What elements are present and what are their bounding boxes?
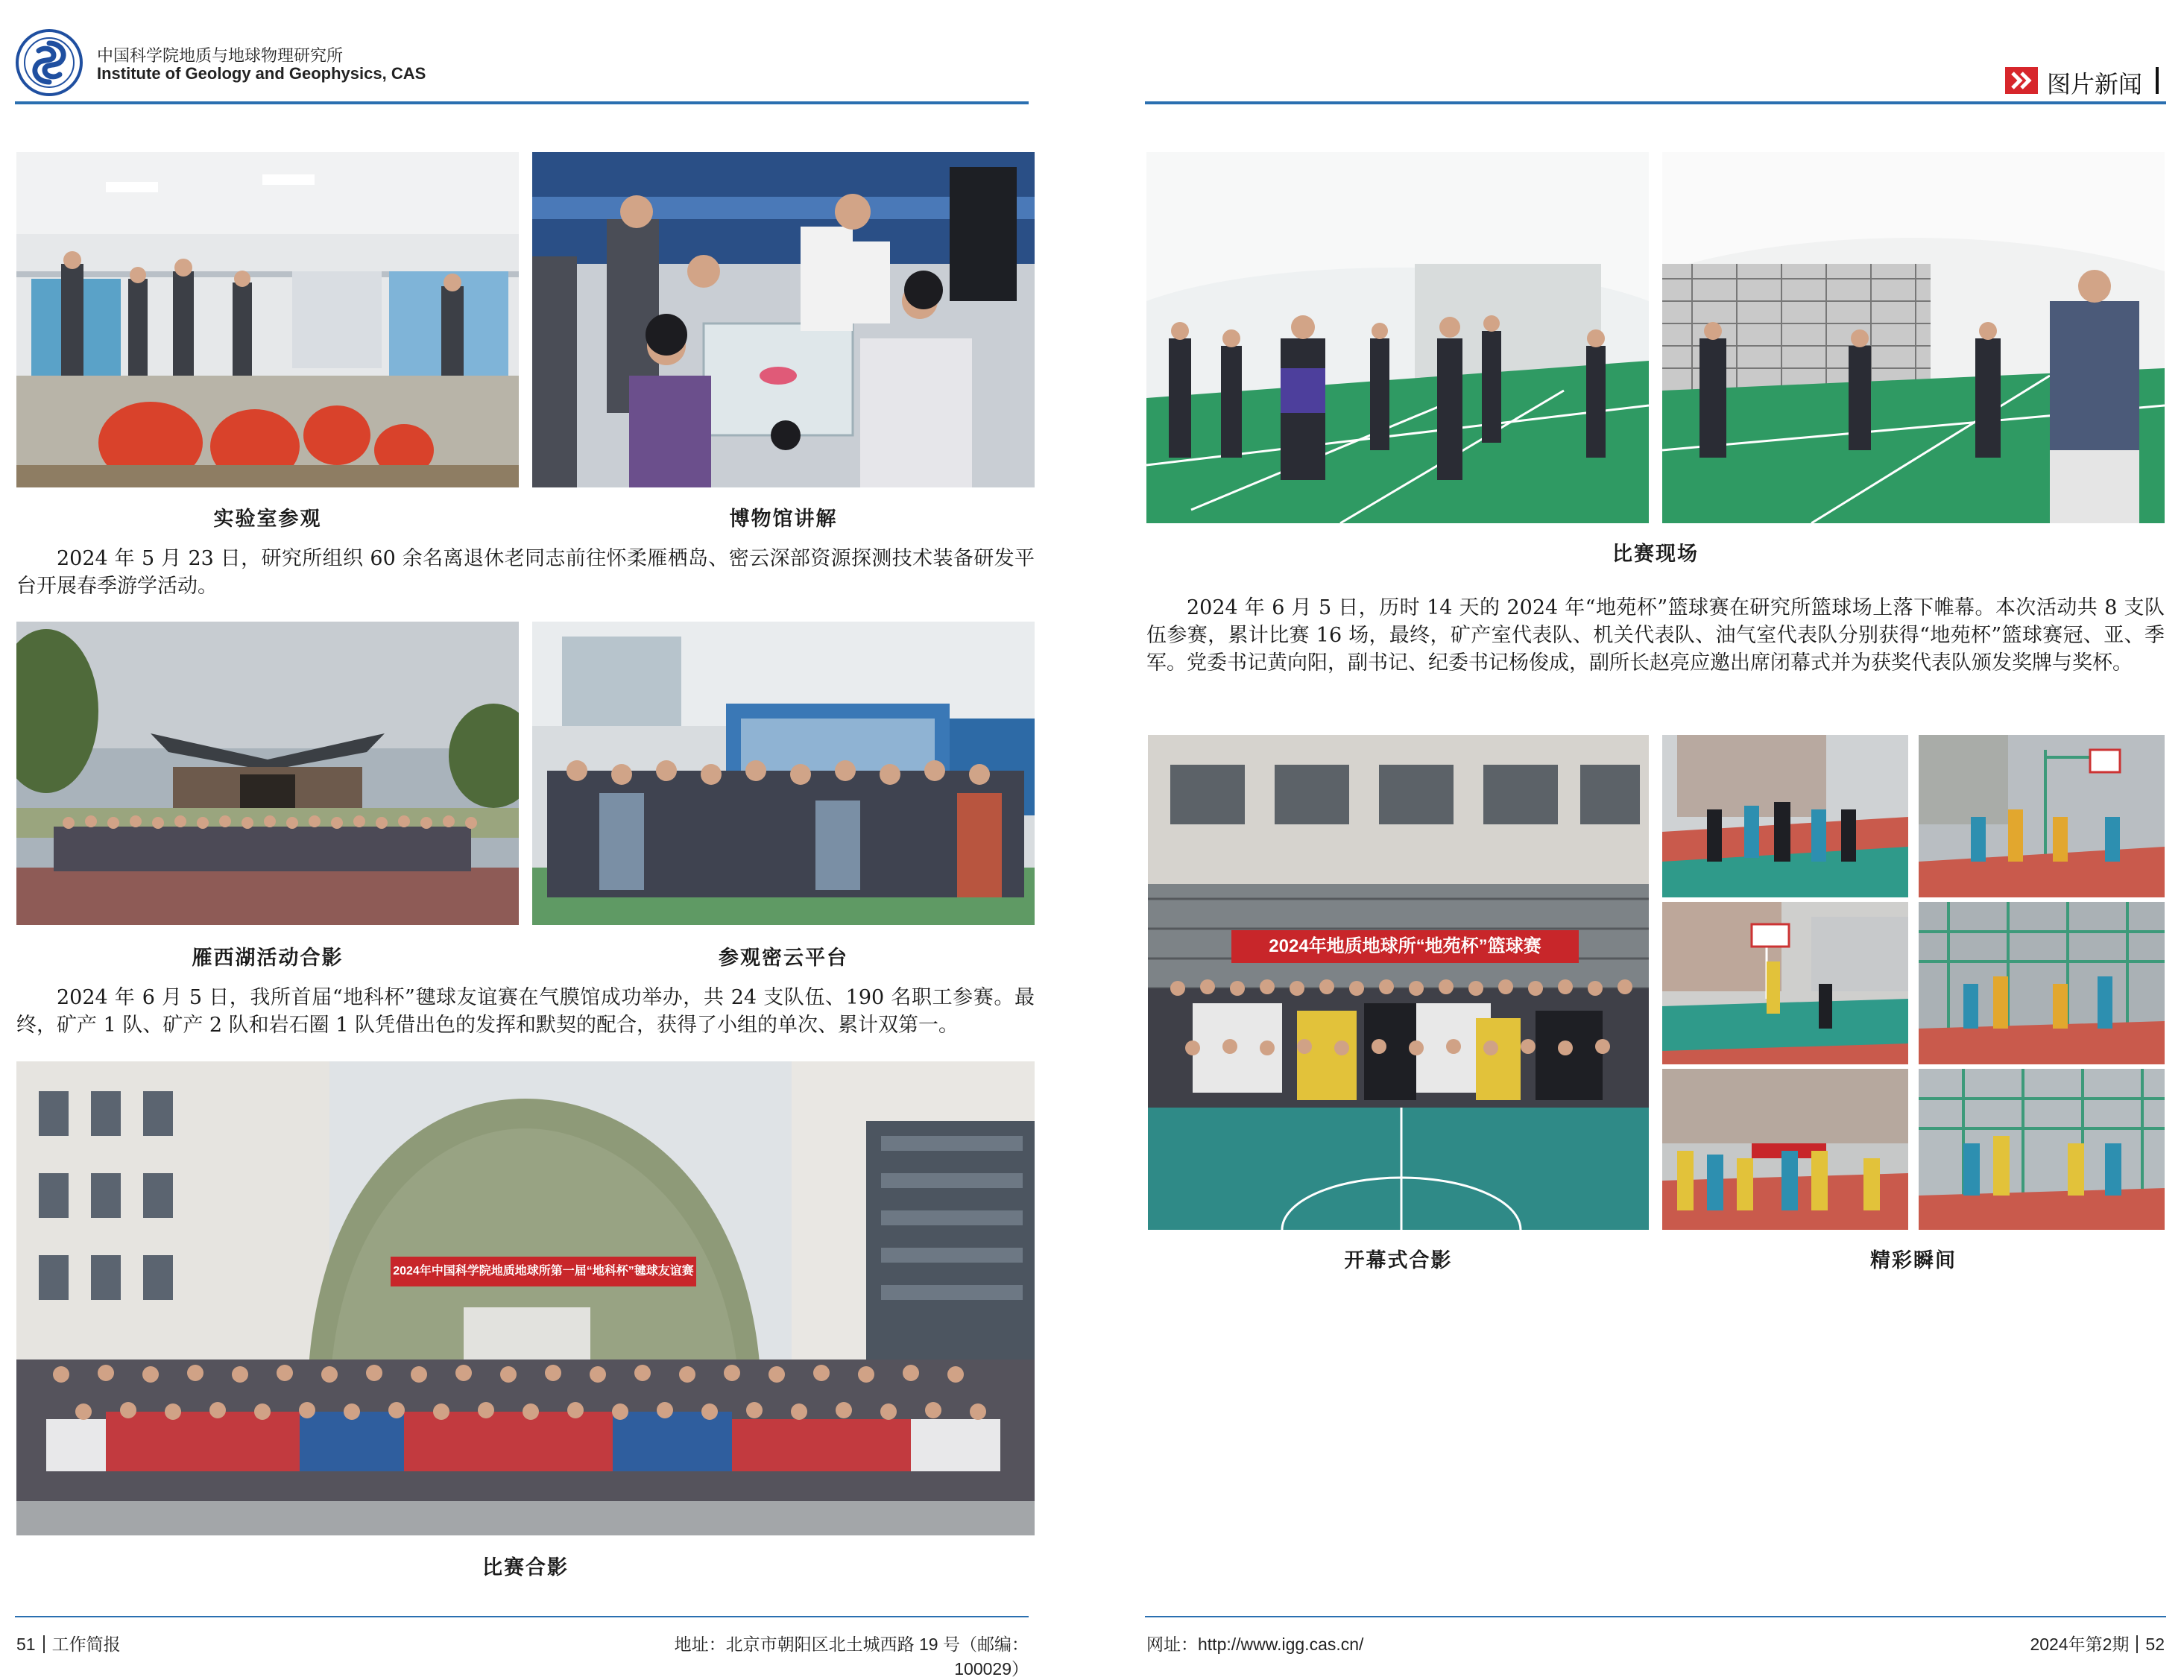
photo-highlight-1 <box>1662 735 1908 897</box>
caption-yanxi-lake: 雁西湖活动合影 <box>192 947 344 970</box>
footer-address: 地址：北京市朝阳区北土城西路 19 号（邮编：100029） <box>674 1635 1029 1679</box>
photo-match-group <box>16 1061 1035 1535</box>
caption-match-group: 比赛合影 <box>482 1556 569 1579</box>
header-rule-left <box>15 101 1029 104</box>
caption-lab-visit: 实验室参观 <box>213 508 322 531</box>
footer-title: 工作简报 <box>51 1635 121 1654</box>
caption-highlights: 精彩瞬间 <box>1870 1249 1957 1272</box>
section-title-bar <box>2156 67 2159 94</box>
shuttlecock-banner: 2024年中国科学院地质地球所第一届“地科杯”毽球友谊赛 <box>391 1257 696 1286</box>
photo-opening-ceremony <box>1148 735 1649 1230</box>
paragraph-spring-tour-text: 2024 年 5 月 23 日，研究所组织 60 余名离退休老同志前往怀柔雁栖岛、密云深部资源探测技术装备研发平台开展春季游学活动。 <box>16 547 1035 598</box>
photo-yanxi-lake-group <box>16 622 519 925</box>
photo-match-scene-1 <box>1146 152 1649 523</box>
caption-miyun: 参观密云平台 <box>719 947 848 970</box>
header-rule-right <box>1145 101 2166 104</box>
footer-right <box>1938 1631 2165 1655</box>
caption-opening-ceremony: 开幕式合影 <box>1344 1249 1453 1272</box>
section-title: 图片新闻 <box>2047 71 2143 98</box>
photo-lab-visit <box>16 152 519 487</box>
caption-match-scene: 比赛现场 <box>1612 543 1699 566</box>
paragraph-basketball-text: 2024 年 6 月 5 日，历时 14 天的 2024 年“地苑杯”篮球赛在研究所篮球场上落下帷幕。本次活动共 8 支队伍参赛，累计比赛 16 场，最终，矿产室代表队、机关代表队、油气室代表队分别获得“地苑杯”篮球赛冠、亚、季军。党委书记黄向阳，副书记、纪委书记杨俊成，副所长赵亮应邀出席闭幕式并为获奖代表队颁发奖牌与奖杯。 <box>1146 596 2165 675</box>
section-arrow-icon <box>2005 67 2038 94</box>
photo-highlight-5 <box>1662 1069 1908 1230</box>
footer-divider <box>43 1635 45 1653</box>
footer-left <box>16 1631 121 1655</box>
footer-divider-right <box>2136 1635 2138 1653</box>
header-org-cn: 中国科学院地质与地球物理研究所 <box>97 46 344 65</box>
basketball-banner: 2024年地质地球所“地苑杯”篮球赛 <box>1231 930 1579 963</box>
photo-highlight-6 <box>1919 1069 2165 1230</box>
photo-highlight-4 <box>1919 902 2165 1064</box>
header-org-en: Institute of Geology and Geophysics, CAS <box>97 64 426 83</box>
photo-highlight-3 <box>1662 902 1908 1064</box>
photo-miyun-platform <box>532 622 1035 925</box>
footer-page-number-right: 52 <box>2145 1635 2165 1654</box>
photo-highlight-2 <box>1919 735 2165 897</box>
footer-website: 网址：http://www.igg.cas.cn/ <box>1146 1635 1364 1654</box>
paragraph-shuttlecock-match-text: 2024 年 6 月 5 日，我所首届“地科杯”毽球友谊赛在气膜馆成功举办，共 24 支队伍、190 名职工参赛。最终，矿产 1 队、矿产 2 队和岩石圈 1 队凭借出色的发挥和默契的配合，获得了小组的单次、累计双第一。 <box>16 986 1035 1037</box>
paragraph-spring-tour <box>16 545 1035 600</box>
footer-issue: 2024年第2期 <box>2030 1635 2130 1654</box>
footer-rule-right <box>1145 1616 2166 1617</box>
photo-museum-tour <box>532 152 1035 487</box>
paragraph-shuttlecock-match <box>16 984 1035 1039</box>
institute-logo-icon <box>15 28 83 97</box>
footer-rule-left <box>15 1616 1029 1617</box>
paragraph-basketball <box>1146 594 2165 677</box>
caption-museum-tour: 博物馆讲解 <box>729 508 838 531</box>
footer-page-number-left: 51 <box>16 1635 36 1654</box>
photo-match-scene-2 <box>1662 152 2165 523</box>
